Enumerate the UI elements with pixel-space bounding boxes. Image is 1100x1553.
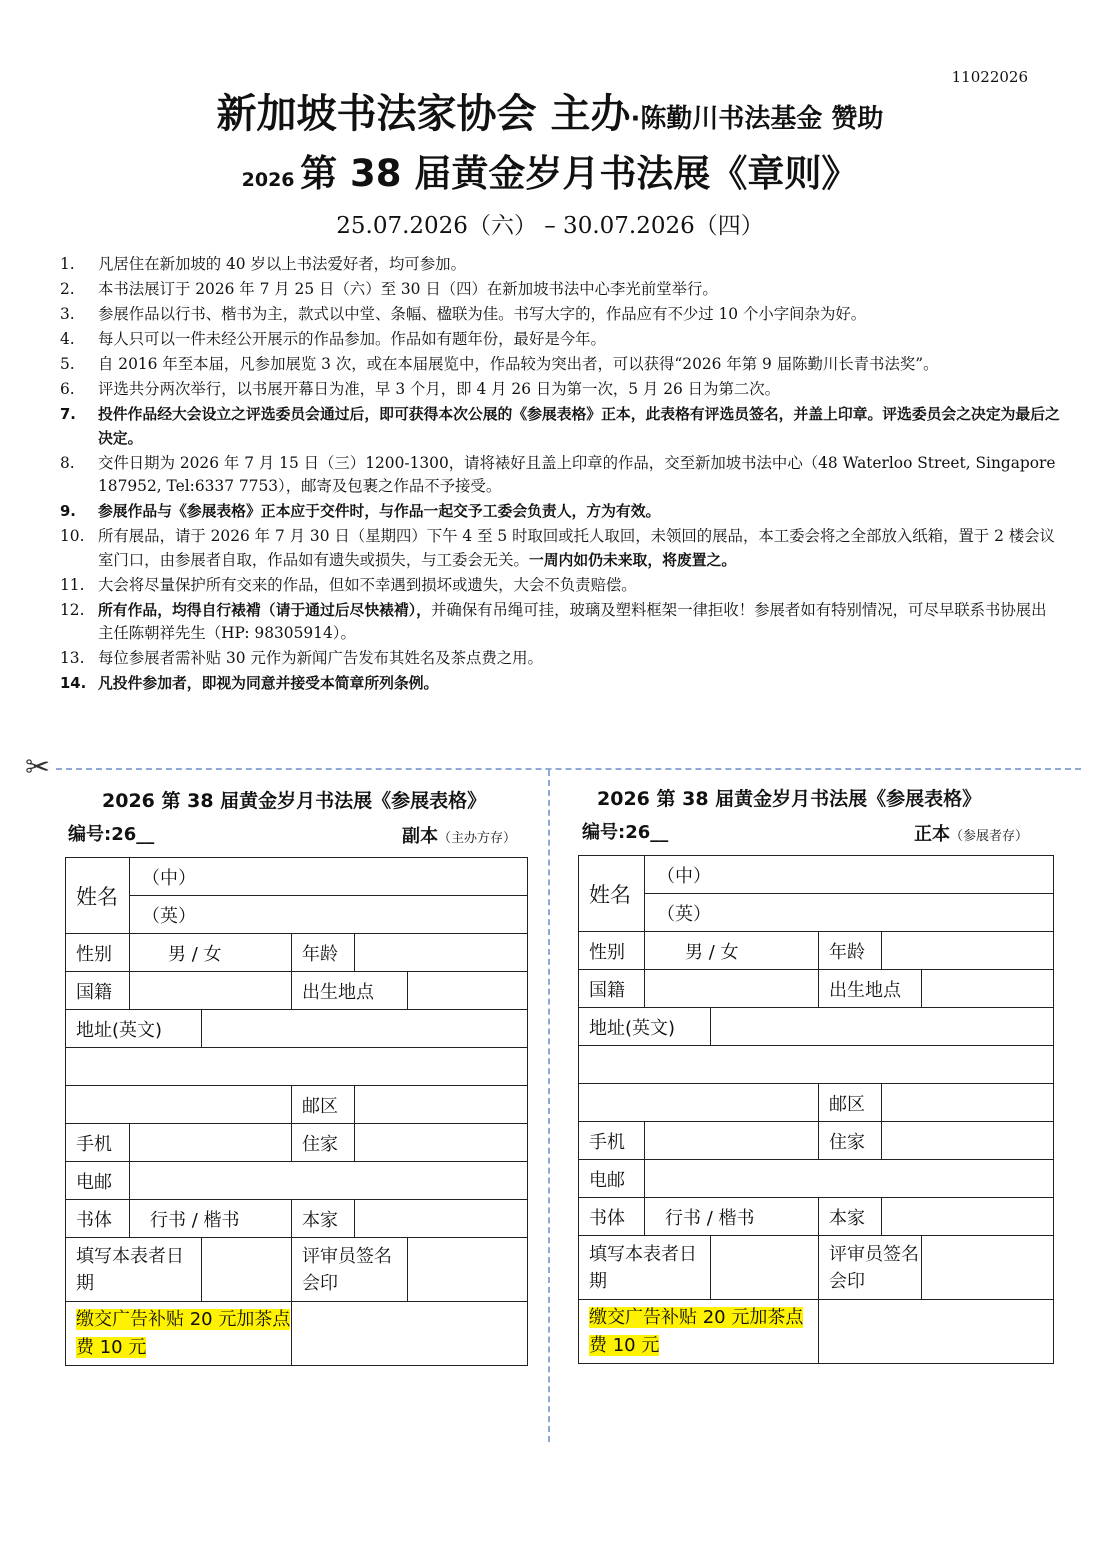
age-label: 年龄: [819, 932, 882, 970]
postal-label: 邮区: [292, 1086, 355, 1124]
payment-note: 缴交广告补贴 20 元加茶点费 10 元: [579, 1300, 819, 1364]
age-label: 年龄: [292, 934, 355, 972]
header-organizers: [0, 88, 1100, 148]
payment-note: 缴交广告补贴 20 元加茶点费 10 元: [66, 1302, 292, 1366]
rule-item: 2. 本书法展订于 2026 年 7 月 25 日（六）至 30 日（四）在新加坡书法中心李光前堂举行。: [60, 280, 718, 298]
right-form-copy: 正本（参展者存）: [914, 824, 1029, 845]
script-options[interactable]: 行书 / 楷书: [645, 1198, 819, 1236]
left-form-title: 2026 第 38 届黄金岁月书法展《参展表格》: [102, 790, 487, 812]
sponsor-text: 陈勤川书法基金 赞助: [640, 104, 884, 134]
payment-field[interactable]: [819, 1300, 1054, 1364]
gender-options[interactable]: 男 / 女: [645, 932, 819, 970]
school-field[interactable]: [355, 1200, 528, 1238]
address-field[interactable]: [711, 1008, 1054, 1046]
cut-line-horizontal: [56, 768, 1081, 770]
rule-item: 8. 交件日期为 2026 年 7 月 15 日（三）1200-1300，请将裱好且盖上印章的作品，交至新加坡书法中心（48 Waterloo Street, Singapore 187952, Tel:6337 7753），邮寄及包裹之作品不予接受。: [60, 453, 1056, 495]
judge-sign-field[interactable]: [922, 1236, 1054, 1300]
rule-item: 12. 所有作品，均得自行裱褙（请于通过后尽快裱褙），并确保有吊绳可挂，玻璃及塑料框架一律拒收！参展者如有特别情况，可尽早联系书协展出主任陈朝祥先生（HP: 98305914）。: [60, 600, 1047, 642]
cut-line-vertical: [548, 770, 550, 1442]
email-label: 电邮: [579, 1160, 645, 1198]
fill-date-field[interactable]: [711, 1236, 819, 1300]
rule-item: 1. 凡居住在新加坡的 40 岁以上书法爱好者，均可参加。: [60, 255, 466, 273]
age-field[interactable]: [355, 934, 528, 972]
script-label: 书体: [579, 1198, 645, 1236]
rule-item: 14. 凡投件参加者，即视为同意并接受本简章所列条例。: [60, 675, 439, 692]
script-options[interactable]: 行书 / 楷书: [130, 1200, 292, 1238]
school-label: 本家: [819, 1198, 882, 1236]
gender-options[interactable]: 男 / 女: [130, 934, 292, 972]
postal-field[interactable]: [355, 1086, 528, 1124]
left-form-number: 编号:26__: [68, 824, 155, 845]
name-cn-field[interactable]: （中）: [645, 856, 1054, 894]
home-field[interactable]: [355, 1124, 528, 1162]
address-line-2[interactable]: [579, 1046, 1054, 1084]
address-field[interactable]: [202, 1010, 528, 1048]
judge-sign-label: 评审员签名会印: [292, 1238, 408, 1302]
birthplace-label: 出生地点: [292, 972, 408, 1010]
rule-item: 4. 每人只可以一件未经公开展示的作品参加。作品如有题年份，最好是今年。: [60, 330, 606, 348]
title-year: 2026: [241, 169, 295, 191]
rule-item: 7. 投件作品经大会设立之评选委员会通过后，即可获得本次公展的《参展表格》正本，此表格有评选员签名，并盖上印章。评选委员会之决定为最后之决定。: [60, 406, 1060, 447]
header: [0, 88, 1100, 243]
nationality-label: 国籍: [579, 970, 645, 1008]
payment-field[interactable]: [292, 1302, 528, 1366]
home-label: 住家: [292, 1124, 355, 1162]
address-line-3[interactable]: [579, 1084, 819, 1122]
home-field[interactable]: [882, 1122, 1054, 1160]
name-en-field[interactable]: （英）: [645, 894, 1054, 932]
title-text: 第 38 届黄金岁月书法展《章则》: [300, 152, 859, 195]
gender-label: 性别: [579, 932, 645, 970]
header-dot: ·: [630, 104, 641, 134]
mobile-field[interactable]: [645, 1122, 819, 1160]
judge-sign-label: 评审员签名会印: [819, 1236, 922, 1300]
email-label: 电邮: [66, 1162, 130, 1200]
fill-date-field[interactable]: [202, 1238, 292, 1302]
school-field[interactable]: [882, 1198, 1054, 1236]
birthplace-field[interactable]: [922, 970, 1054, 1008]
rules-list: [60, 253, 1060, 697]
gender-label: 性别: [66, 934, 130, 972]
document-code: 11022026: [951, 68, 1028, 86]
scissors-icon: ✂: [25, 750, 51, 785]
header-title: [0, 148, 1100, 207]
fill-date-label: 填写本表者日期: [579, 1236, 711, 1300]
address-line-2[interactable]: [66, 1048, 528, 1086]
mobile-field[interactable]: [130, 1124, 292, 1162]
right-form-title: 2026 第 38 届黄金岁月书法展《参展表格》: [597, 788, 982, 810]
age-field[interactable]: [882, 932, 1054, 970]
rule-item: 9. 参展作品与《参展表格》正本应于交件时，与作品一起交予工委会负责人，方为有效。: [60, 503, 661, 520]
right-form-number: 编号:26__: [582, 822, 669, 843]
rule-item: 3. 参展作品以行书、楷书为主，款式以中堂、条幅、楹联为佳。书写大字的，作品应有不少过 10 个小字间杂为好。: [60, 305, 867, 323]
organizer-text: 新加坡书法家协会 主办: [216, 91, 631, 137]
left-entry-form: [65, 857, 528, 1366]
mobile-label: 手机: [579, 1122, 645, 1160]
email-field[interactable]: [130, 1162, 528, 1200]
address-line-3[interactable]: [66, 1086, 292, 1124]
script-label: 书体: [66, 1200, 130, 1238]
home-label: 住家: [819, 1122, 882, 1160]
name-label: 姓名: [579, 856, 645, 932]
address-label: 地址(英文): [579, 1008, 711, 1046]
rule-item: 5. 自 2016 年至本届，凡参加展览 3 次，或在本届展览中，作品较为突出者，可以获得“2026 年第 9 届陈勤川长青书法奖”。: [60, 355, 939, 373]
birthplace-field[interactable]: [408, 972, 528, 1010]
school-label: 本家: [292, 1200, 355, 1238]
rule-item: 11. 大会将尽量保护所有交来的作品，但如不幸遇到损坏或遗失，大会不负责赔偿。: [60, 575, 637, 594]
email-field[interactable]: [645, 1160, 1054, 1198]
mobile-label: 手机: [66, 1124, 130, 1162]
rule-item: 13. 每位参展者需补贴 30 元作为新闻广告发布其姓名及茶点费之用。: [60, 649, 543, 667]
judge-sign-field[interactable]: [408, 1238, 528, 1302]
name-label: 姓名: [66, 858, 130, 934]
right-entry-form: [578, 855, 1054, 1364]
postal-field[interactable]: [882, 1084, 1054, 1122]
nationality-field[interactable]: [645, 970, 819, 1008]
header-dates: 25.07.2026（六） – 30.07.2026（四）: [336, 213, 764, 239]
name-cn-field[interactable]: （中）: [130, 858, 528, 896]
address-label: 地址(英文): [66, 1010, 202, 1048]
rule-item: 10. 所有展品，请于 2026 年 7 月 30 日（星期四）下午 4 至 5 时取回或托人取回，未领回的展品，本工委会将之全部放入纸箱，置于 2 楼会议室门口，由参展者自取，作品如有遗失或损失，与工委会无关。一周内如仍未来取，将废置之。: [60, 527, 1055, 569]
nationality-field[interactable]: [130, 972, 292, 1010]
postal-label: 邮区: [819, 1084, 882, 1122]
nationality-label: 国籍: [66, 972, 130, 1010]
birthplace-label: 出生地点: [819, 970, 922, 1008]
left-form-copy: 副本（主办方存）: [402, 826, 517, 847]
rule-item: 6. 评选共分两次举行，以书展开幕日为准，早 3 个月，即 4 月 26 日为第一次，5 月 26 日为第二次。: [60, 380, 781, 398]
fill-date-label: 填写本表者日期: [66, 1238, 202, 1302]
name-en-field[interactable]: （英）: [130, 896, 528, 934]
